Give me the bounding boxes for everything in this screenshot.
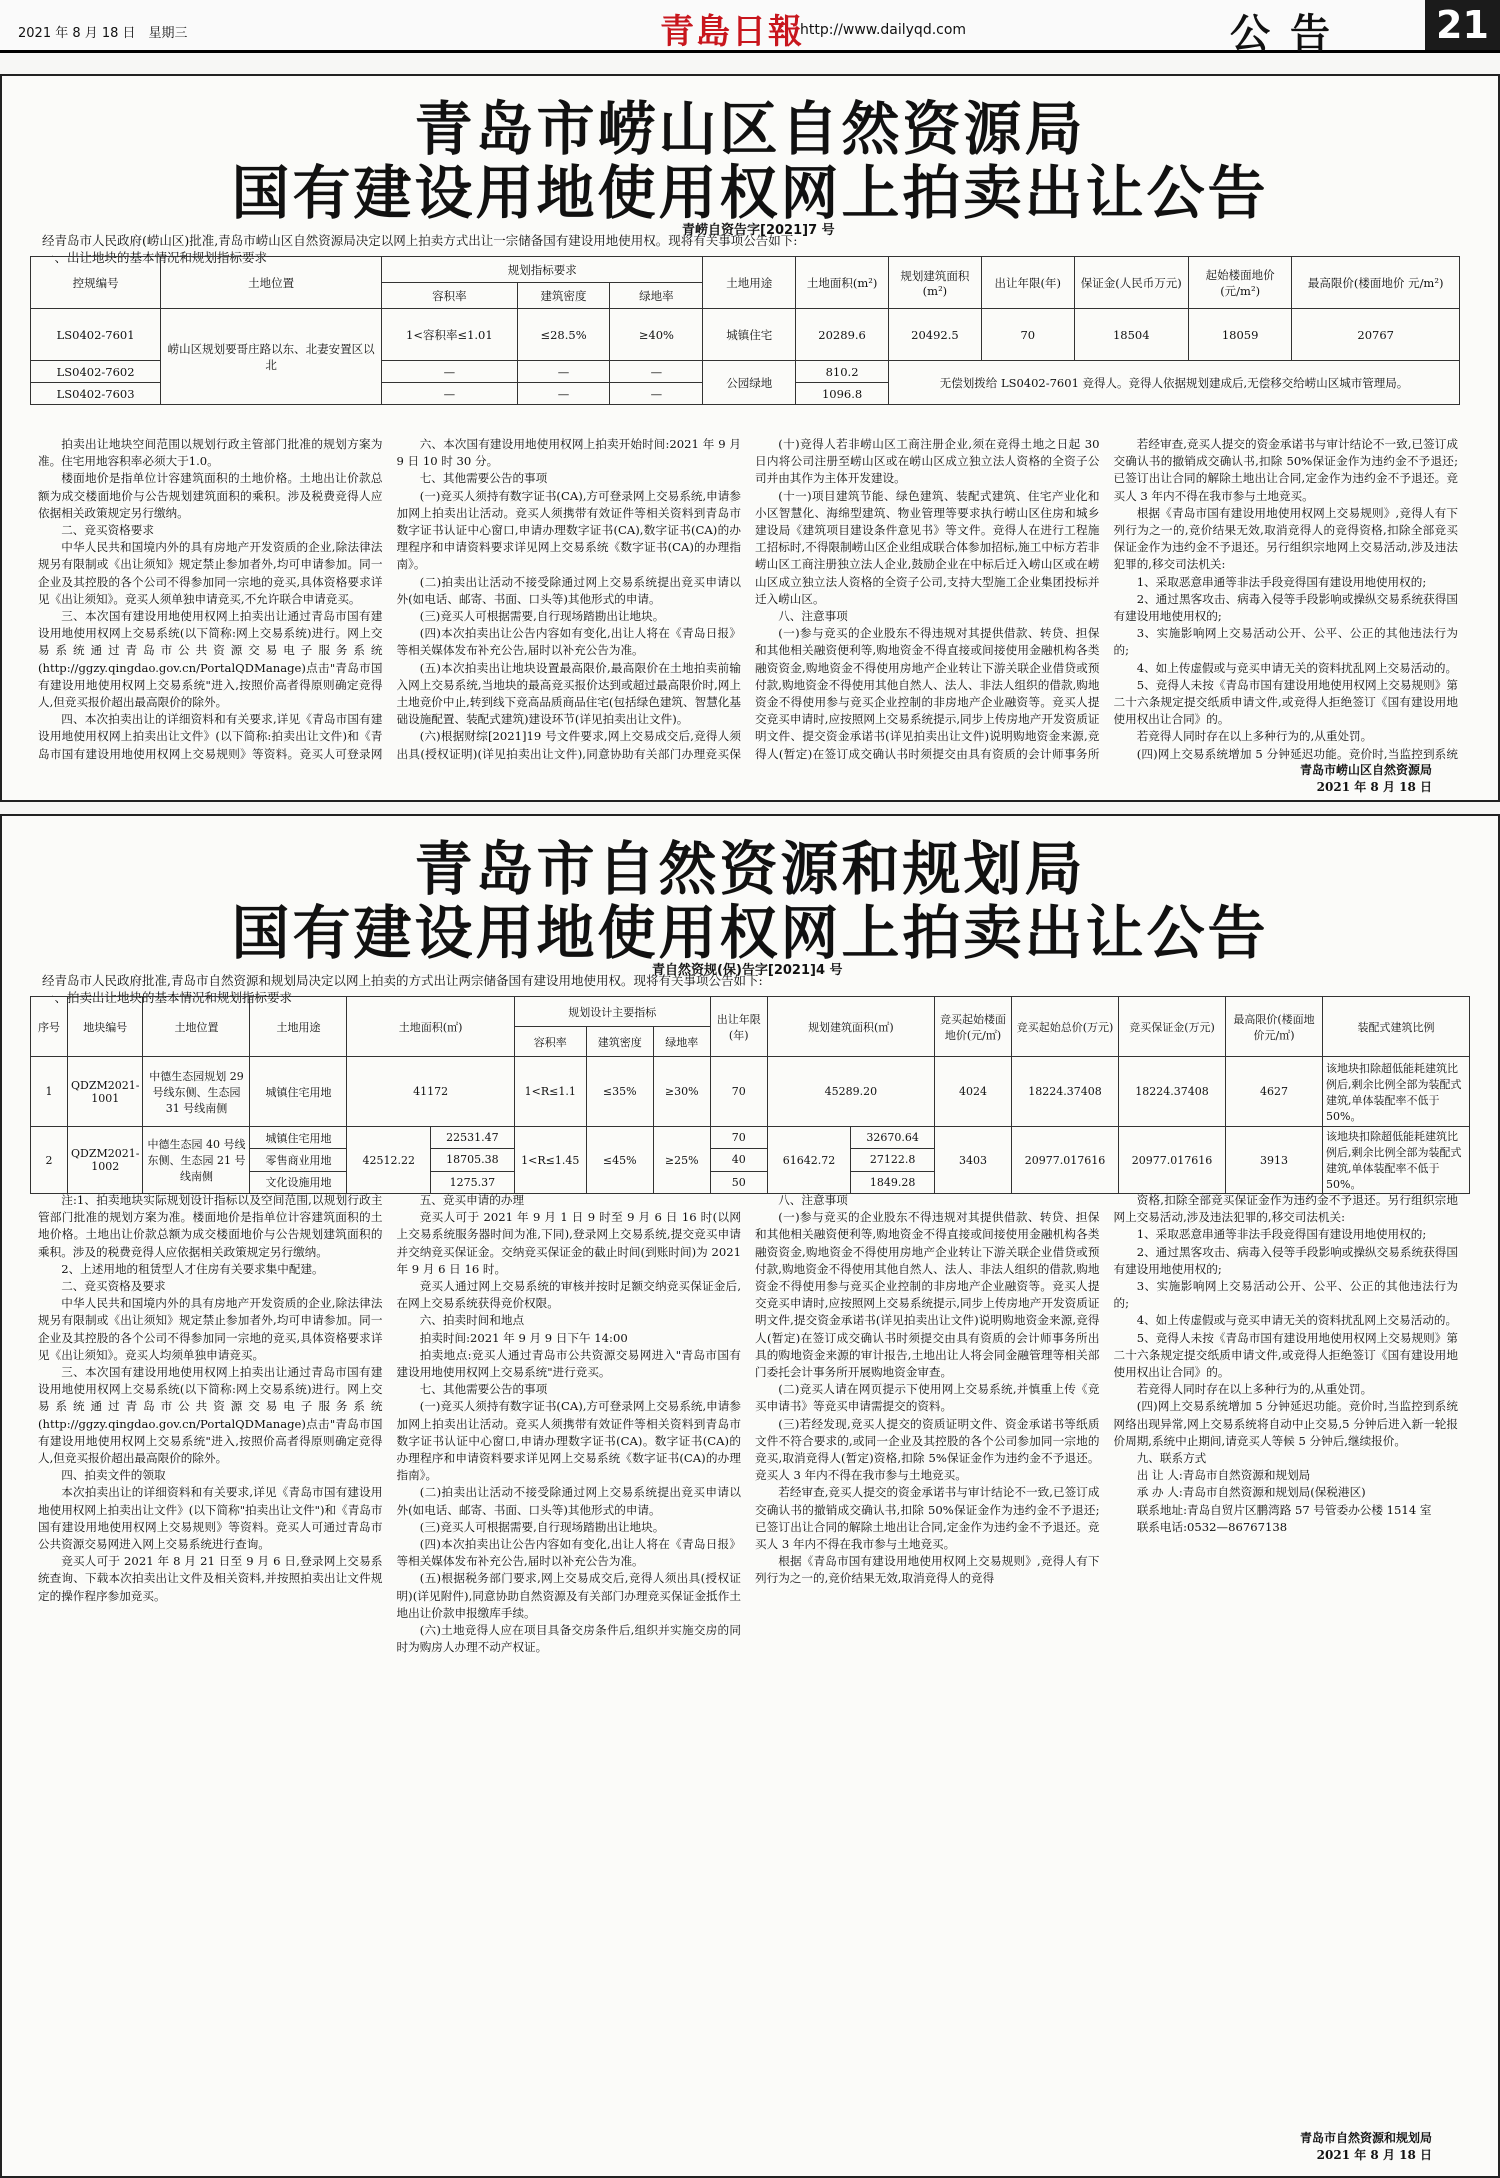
paragraph: 3、实施影响网上交易活动公开、公平、公正的其他违法行为的; — [1113, 1279, 1458, 1311]
paragraph: 中华人民共和国境内外的具有房地产开发资质的企业,除法律法规另有限制或《出让须知》规定禁止参加者外,均可申请参加。同一企业及其控股的各个公司不得参加同一宗地的竞买,具体资格要求详见《出让须知》。竞买人均须单独申请竞买。 — [38, 1296, 383, 1362]
page-number: 21 — [1425, 0, 1500, 50]
intro-line: 一、出让地块的基本情况和规划指标要求 — [42, 250, 268, 265]
text-column — [397, 1192, 742, 2122]
paragraph: 四、本次拍卖出让的详细资料和有关要求,详见《青岛市国有建设用地使用权网上拍卖出让文件》(以下简称:拍卖出让文件)和《青岛市国有建设用地使用权网上交易规则》等资料。竞买人可登录网 — [38, 712, 383, 761]
paragraph: 三、本次国有建设用地使用权网上拍卖出让通过青岛市国有建设用地使用权网上交易系统(以下简称:网上交易系统)进行。网上交易系统通过青岛市公共资源交易电子服务系统(http://ggzy.qingdao.gov.cn/PortalQDManage)点击"青岛市国有建设用地使用权网上交易系统"进入,按照价高者得原则确定竞得人,但竞买报价超出最高限价的除外。 — [38, 1365, 383, 1466]
paragraph: 七、其他需要公告的事项 — [419, 1382, 548, 1397]
cell-deposit: 20977.017616 — [1119, 1127, 1226, 1194]
text-column — [755, 1192, 1100, 2122]
paragraph: 本次拍卖出让的详细资料和有关要求,详见《青岛市国有建设用地使用权网上拍卖出让文件》(以下简称"拍卖出让文件")和《青岛市国有建设用地使用权网上交易规则》等资料。竞买人可通过青岛市公共资源交易网进入网上交易系统进行查询。 — [38, 1485, 383, 1552]
table-row — [31, 1057, 1470, 1127]
intro-line: 一、拍卖出让地块的基本情况和规划指标要求 — [42, 990, 293, 1005]
paragraph: (十)竞得人若非崂山区工商注册企业,须在竞得土地之日起 30 日内将公司注册至崂山区或在崂山区成立独立法人资格的全资子公司并由其作为主体开发建设。 — [755, 437, 1100, 486]
paragraph: 若经审查,竞买人提交的资金承诺书与审计结论不一致,已签订成交确认书的撤销成交确认书,扣除 50%保证金作为违约金不予退还;已签订出让合同的解除土地出让合同,定金作为违约金不予退还。竞买人 3 年内不得在我市参与土地竞买。 — [1113, 437, 1458, 503]
signature-date: 2021 年 8 月 18 日 — [1316, 780, 1432, 794]
paragraph: (一)参与竞买的企业股东不得违规对其提供借款、转贷、担保和其他相关融资便利等,购地资金不得直接或间接使用金融机构各类融资资金,购地资金不得使用房地产企业转让下游关联企业借贷或预付款,购地资金不得使用其他自然人、法人、非法人组织的借款,购地资金不得使用参与竞买企业控制的非房地产企业融资等。竞买人提交竞买申请时,应按照网上交易系统提示,同步上传房地产开发资质证明文件、提交资金承诺书(详见拍卖出让文件)说明购地资金来源,竞得人(暂定)在签订成交确认书时须提交由具有资质的会计师事务所 — [755, 626, 1100, 761]
paragraph: (五)根据税务部门要求,网上交易成交后,竞得人须出具(授权证明)(详见附件),同意协助自然资源及有关部门办理竞买保证金抵作土地出让价款申报缴库手续。 — [396, 1571, 741, 1620]
paragraph: 五、竞买申请的办理 — [419, 1193, 525, 1207]
paragraph: (二)竞买人请在网页提示下使用网上交易系统,并慎重上传《竞买申请书》等竞买申请需提交的资料。 — [755, 1382, 1100, 1414]
cell-sub-area: 22531.47 — [431, 1127, 515, 1149]
paragraph: 3、实施影响网上交易活动公开、公平、公正的其他违法行为的; — [1113, 626, 1458, 658]
paragraph: 六、本次国有建设用地使用权网上拍卖开始时间:2021 年 9 月 9 日 10 时 30 分。 — [396, 437, 741, 469]
cell-code: LS0402-7602 — [31, 361, 161, 383]
paragraph: 5、竞得人未按《青岛市国有建设用地使用权网上交易规则》第二十六条规定提交纸质申请文件,或竞得人拒绝签订《国有建设用地使用权出让合同》的。 — [1113, 1330, 1458, 1380]
paragraph: 拍卖出让地块空间范围以规划行政主管部门批准的规划方案为准。住宅用地容积率必须大于1.0。 — [38, 437, 383, 469]
th-years: 出让年限(年) — [710, 997, 767, 1057]
th-no: 序号 — [31, 997, 68, 1057]
paragraph: (十一)项目建筑节能、绿色建筑、装配式建筑、住宅产业化和小区智慧化、海绵型建筑、物业管理等要求执行崂山区住房和城乡建设局《建筑项目建设条件意见书》等文件。竞得人在进行工程施工招标时,不得限制崂山区企业组成联合体参加招标,施工中标方若非崂山区工商注册独立法人企业,鼓励企业在中标后迁入崂山区或在崂山区成立独立法人资格的全资子公司,支持大型施工企业集团投标并迁入崂山区。 — [755, 488, 1100, 606]
text-column — [1114, 436, 1459, 762]
cell-area: 41172 — [347, 1057, 514, 1127]
th-start-price: 竞买起始楼面地价(元/㎡) — [935, 997, 1012, 1057]
paragraph: 四、拍卖文件的领取 — [61, 1468, 166, 1483]
th-area: 土地面积(m²) — [796, 257, 889, 309]
section-name: 公告 — [1230, 10, 1350, 57]
notice-body — [38, 436, 1458, 762]
document-number: 青崂自资告字[2021]7 号 — [682, 223, 835, 238]
th-green: 绿地率 — [653, 1027, 710, 1057]
paragraph: 5、竞得人未按《青岛市国有建设用地使用权网上交易规则》第二十六条规定提交纸质申请文件,或竞得人拒绝签订《国有建设用地使用权出让合同》的。 — [1113, 677, 1458, 727]
land-parcel-table — [30, 256, 1460, 405]
th-plan: 规划设计主要指标 — [514, 997, 710, 1027]
cell-use: 零售商业用地 — [250, 1149, 347, 1171]
paragraph: 2、通过黑客攻击、病毒入侵等手段影响或操纵交易系统获得国有建设用地使用权的; — [1113, 591, 1458, 624]
paragraph: 竞买人可于 2021 年 9 月 1 日 9 时至 9 月 6 日 16 时(以网上交易系统服务器时间为准,下同),登录网上交易系统,提交竞买申请并交纳竞买保证金。交纳竞买保证金的截止时间(到账时间)为 2021 年 9 月 6 日 16 时。 — [396, 1210, 741, 1276]
th-far: 容积率 — [514, 1027, 586, 1057]
intro-line: 经青岛市人民政府批准,青岛市自然资源和规划局决定以网上拍卖的方式出让两宗储备国有建设用地使用权。现将有关事项公告如下: — [42, 973, 763, 988]
paragraph: (二)拍卖出让活动不接受除通过网上交易系统提出竞买申请以外(如电话、邮寄、书面、口头等)其他形式的申请。 — [396, 574, 741, 606]
cell-start-price: 3403 — [935, 1127, 1012, 1194]
cell-far: 1<容积率≤1.01 — [382, 309, 518, 361]
th-area: 土地面积(㎡) — [347, 997, 514, 1057]
th-location: 土地位置 — [143, 997, 250, 1057]
paragraph: 拍卖时间:2021 年 9 月 9 日下午 14:00 — [419, 1330, 628, 1345]
th-deposit: 竞买保证金(万元) — [1119, 997, 1226, 1057]
cell-start-total: 18224.37408 — [1012, 1057, 1119, 1127]
cell-deposit: 18224.37408 — [1119, 1057, 1226, 1127]
cell-build-area: 61642.72 — [767, 1127, 851, 1194]
cell-years: 70 — [710, 1127, 767, 1149]
paragraph: 竞买人通过网上交易系统的审核并按时足额交纳竞买保证金后,在网上交易系统获得竞价权限。 — [396, 1279, 741, 1311]
cell-density: ≤45% — [586, 1127, 653, 1194]
th-start-total: 竞买起始总价(万元) — [1012, 997, 1119, 1057]
th-prefab-ratio: 装配式建筑比例 — [1323, 997, 1470, 1057]
notice-signature — [1092, 762, 1432, 796]
cell-location: 中德生态园规划 29 号线东侧、生态园 31 号线南侧 — [143, 1057, 250, 1127]
paragraph: 拍卖地点:竞买人通过青岛市公共资源交易网进入"青岛市国有建设用地使用权网上交易系统"进行竞买。 — [396, 1347, 741, 1380]
cell-start-price: 18059 — [1188, 309, 1292, 361]
paragraph: 4、如上传虚假或与竞买申请无关的资料扰乱网上交易活动的。 — [1136, 1313, 1458, 1328]
paragraph: 根据《青岛市国有建设用地使用权网上交易规则》,竞得人有下列行为之一的,竞价结果无效,取消竞得人的竞得 — [755, 1554, 1100, 1586]
cell-green: ≥25% — [653, 1127, 710, 1194]
cell-years: 50 — [710, 1171, 767, 1193]
notice-qingdao — [0, 814, 1500, 2178]
newspaper-logo: 青島日報 — [660, 12, 804, 52]
signature-date: 2021 年 8 月 18 日 — [1316, 2148, 1432, 2162]
cell-code: QDZM2021-1002 — [68, 1127, 143, 1194]
cell-max-price: 20767 — [1292, 309, 1460, 361]
th-build-area: 规划建筑面积(㎡) — [767, 997, 934, 1057]
cell-sub-build-area: 32670.64 — [851, 1127, 935, 1149]
text-column — [38, 1192, 383, 2122]
paragraph: 九、联系方式 — [1136, 1451, 1207, 1466]
th-density: 建筑密度 — [517, 283, 610, 309]
cell-max-price: 4627 — [1226, 1057, 1323, 1127]
paragraph: (一)竞买人须持有数字证书(CA),方可登录网上交易系统,申请参加网上拍卖出让活动。竞买人须携带有效证件等相关资料到青岛市数字证书认证中心窗口,申请办理数字证书(CA),数字证书(CA)的办理程序和申请资料要求详见网上交易系统《数字证书(CA)的办理指南》。 — [396, 488, 741, 572]
cell-no: 1 — [31, 1057, 68, 1127]
cell-sub-build-area: 1849.28 — [851, 1171, 935, 1193]
paragraph: (四)网上交易系统增加 5 分钟延迟功能。竞价时,当监控到系统 — [1136, 746, 1458, 761]
cell-green: — — [610, 383, 703, 405]
cell-far: — — [382, 383, 518, 405]
paragraph: 若竞得人同时存在以上多种行为的,从重处罚。 — [1136, 729, 1373, 744]
cell-green: ≥30% — [653, 1057, 710, 1127]
cell-deposit: 18504 — [1074, 309, 1188, 361]
paragraph: 竞买人可于 2021 年 8 月 21 日至 9 月 6 日,登录网上交易系统查询、下载本次拍卖出让文件及相关资料,并按照拍卖出让文件规定的操作程序参加竞买。 — [38, 1554, 383, 1603]
paragraph: 七、其他需要公告的事项 — [419, 471, 548, 486]
notice-title-line2: 国有建设用地使用权网上拍卖出让公告 — [231, 159, 1269, 227]
notice-signature — [1092, 2130, 1432, 2164]
paragraph: (五)本次拍卖出让地块设置最高限价,最高限价在土地拍卖前输入网上交易系统,当地块的最高竞买报价达到或超过最高限价时,网上土地竞价中止,转到线下竞高品质商品住宅(包括绿色建筑、智慧化基础设施配置、装配式建筑)建设环节(详见拍卖出让文件)。 — [396, 660, 741, 727]
paragraph: 六、拍卖时间和地点 — [419, 1313, 525, 1328]
cell-prefab-ratio: 该地块扣除超低能耗建筑比例后,剩余比例全部为装配式建筑,单体装配率不低于 50%。 — [1323, 1127, 1470, 1194]
th-plan: 规划指标要求 — [382, 257, 703, 283]
th-max-price: 最高限价(楼面地价 元/m²) — [1292, 257, 1460, 309]
paragraph: (一)参与竞买的企业股东不得违规对其提供借款、转贷、担保和其他相关融资便利等,购地资金不得直接或间接使用金融机构各类融资资金,购地资金不得使用房地产企业转让下游关联企业借贷或预付款,购地资金不得使用其他自然人、法人、非法人组织的借款,购地资金不得使用参与竞买企业控制的非房地产企业融资等。竞买人提交竞买申请时,应按照网上交易系统提示,同步上传房地产开发资质证明文件,提交资金承诺书(详见拍卖出让文件)说明购地资金来源,竞得人(暂定)在签订成交确认书时须提交由具有资质的会计师事务所出具的购地资金来源的审计报告,土地出让人将会同金融管理等相关部门委托会计事务所开展购地资金审查。 — [755, 1210, 1100, 1380]
paragraph: 根据《青岛市国有建设用地使用权网上交易规则》,竞得人有下列行为之一的,竞价结果无效,取消竞得人的竞得资格,扣除全部竞买保证金作为违约金不予退还。另行组织宗地网上交易活动,涉及违法犯罪的,移交司法机关: — [1113, 505, 1458, 572]
cell-density: — — [517, 361, 610, 383]
paragraph: 二、竞买资格及要求 — [61, 1279, 166, 1294]
th-years: 出让年限(年) — [981, 257, 1074, 309]
notice-laoshan — [0, 74, 1500, 802]
intro-line: 经青岛市人民政府(崂山区)批准,青岛市崂山区自然资源局决定以网上拍卖方式出让一宗储备国有建设用地使用权。现将有关事项公告如下: — [42, 233, 798, 248]
paragraph: 出 让 人:青岛市自然资源和规划局 — [1136, 1468, 1311, 1483]
table-row — [31, 1127, 1470, 1149]
th-deposit: 保证金(人民币万元) — [1074, 257, 1188, 309]
text-column — [38, 436, 383, 762]
cell-location: 崂山区规划要哥庄路以东、北妻安置区以北 — [161, 309, 382, 405]
cell-green: — — [610, 361, 703, 383]
cell-green: ≥40% — [610, 309, 703, 361]
table-row — [31, 309, 1460, 361]
signature-org: 青岛市自然资源和规划局 — [1299, 2131, 1432, 2145]
cell-use: 公园绿地 — [703, 361, 796, 405]
paragraph: 中华人民共和国境内外的具有房地产开发资质的企业,除法律法规另有限制或《出让须知》规定禁止参加者外,均可申请参加。同一企业及其控股的各个公司不得参加同一宗地的竞买,具体资格要求详见《出让须知》。竞买人须单独申请竞买,不允许联合申请竞买。 — [38, 540, 383, 606]
paragraph: (六)土地竞得人应在项目具备交房条件后,组织并实施交房的同时为购房人办理不动产权证。 — [396, 1623, 741, 1655]
cell-far: — — [382, 361, 518, 383]
th-start-price: 起始楼面地价(元/m²) — [1188, 257, 1292, 309]
text-column — [1114, 1192, 1459, 2122]
cell-area: 42512.22 — [347, 1127, 431, 1194]
th-use: 土地用途 — [703, 257, 796, 309]
notice-title-line1: 青岛市崂山区自然资源局 — [414, 95, 1086, 163]
paragraph: (一)竞买人须持有数字证书(CA),方可登录网上交易系统,申请参加网上拍卖出让活动。竞买人须携带有效证件等相关资料到青岛市数字证书认证中心窗口,申请办理数字证书(CA)。数字证书(CA)的办理程序和申请资料要求详见网上交易系统《数字证书(CA)的办理指南》。 — [396, 1399, 741, 1483]
cell-max-price: 3913 — [1226, 1127, 1323, 1194]
paragraph: (三)竞买人可根据需要,自行现场踏勘出让地块。 — [419, 609, 665, 624]
th-green: 绿地率 — [610, 283, 703, 309]
paragraph: (三)竞买人可根据需要,自行现场踏勘出让地块。 — [419, 1519, 665, 1534]
land-parcel-table — [30, 996, 1470, 1194]
th-code: 地块编号 — [68, 997, 143, 1057]
paragraph: 联系电话:0532—86767138 — [1136, 1519, 1288, 1534]
th-density: 建筑密度 — [586, 1027, 653, 1057]
paragraph: 八、注意事项 — [778, 1193, 848, 1207]
th-code: 控规编号 — [31, 257, 161, 309]
cell-use: 文化设施用地 — [250, 1171, 347, 1193]
cell-sub-build-area: 27122.8 — [851, 1149, 935, 1171]
text-column — [755, 436, 1100, 762]
paragraph: 1、采取恶意串通等非法手段竞得国有建设用地使用权的; — [1136, 574, 1427, 589]
cell-note: 无偿划拨给 LS0402-7601 竞得人。竞得人依据规划建成后,无偿移交给崂山区城市管理局。 — [889, 361, 1460, 405]
page-header — [0, 0, 1500, 57]
cell-start-price: 4024 — [935, 1057, 1012, 1127]
document-number: 青自然资规(保)告字[2021]4 号 — [652, 963, 843, 978]
cell-use: 城镇住宅 — [703, 309, 796, 361]
cell-years: 70 — [981, 309, 1074, 361]
cell-far: 1<R≤1.1 — [514, 1057, 586, 1127]
cell-prefab-ratio: 该地块扣除超低能耗建筑比例后,剩余比例全部为装配式建筑,单体装配率不低于 50%。 — [1323, 1057, 1470, 1127]
paragraph: (四)网上交易系统增加 5 分钟延迟功能。竞价时,当监控到系统网络出现异常,网上交易系统将自动中止交易,5 分钟后进入新一轮报价周期,系统中止期间,请竞买人等候 5 分钟后,继续报价。 — [1113, 1399, 1458, 1448]
paragraph: 1、采取恶意串通等非法手段竞得国有建设用地使用权的; — [1136, 1227, 1427, 1242]
cell-far: 1<R≤1.45 — [514, 1127, 586, 1194]
signature-org: 青岛市崂山区自然资源局 — [1299, 763, 1432, 777]
text-column — [397, 436, 742, 762]
cell-sub-area: 1275.37 — [431, 1171, 515, 1193]
cell-sub-area: 18705.38 — [431, 1149, 515, 1171]
cell-code: QDZM2021-1001 — [68, 1057, 143, 1127]
notice-body — [38, 1192, 1458, 2122]
cell-density: — — [517, 383, 610, 405]
paragraph: 4、如上传虚假或与竞买申请无关的资料扰乱网上交易活动的。 — [1136, 660, 1458, 675]
site-url[interactable]: http://www.dailyqd.com — [800, 22, 967, 38]
issue-date: 2021 年 8 月 18 日 星期三 — [18, 26, 188, 41]
paragraph: 资格,扣除全部竞买保证金作为违约金不予退还。另行组织宗地网上交易活动,涉及违法犯罪的,移交司法机关: — [1113, 1193, 1458, 1225]
th-use: 土地用途 — [250, 997, 347, 1057]
paragraph: (二)拍卖出让活动不接受除通过网上交易系统提出竞买申请以外(如电话、邮寄、书面、口头等)其他形式的申请。 — [396, 1485, 741, 1517]
cell-use: 城镇住宅用地 — [250, 1057, 347, 1127]
cell-code: LS0402-7601 — [31, 309, 161, 361]
cell-years: 40 — [710, 1149, 767, 1171]
paragraph: (四)本次拍卖出让公告内容如有变化,出让人将在《青岛日报》等相关媒体发布补充公告,届时以补充公告为准。 — [396, 1537, 741, 1569]
cell-years: 70 — [710, 1057, 767, 1127]
cell-build-area: 20492.5 — [889, 309, 982, 361]
cell-density: ≤35% — [586, 1057, 653, 1127]
cell-use: 城镇住宅用地 — [250, 1127, 347, 1149]
paragraph: 2、上述用地的租赁型人才住房有关要求集中配建。 — [61, 1261, 324, 1276]
paragraph: 三、本次国有建设用地使用权网上拍卖出让通过青岛市国有建设用地使用权网上交易系统(以下简称:网上交易系统)进行。网上交易系统通过青岛市公共资源交易电子服务系统(http://ggzy.qingdao.gov.cn/PortalQDManage)点击"青岛市国有建设用地使用权网上交易系统"进入,按照价高者得原则确定竞得人,但竞买报价超出最高限价的除外。 — [38, 609, 383, 710]
paragraph: 承 办 人:青岛市自然资源和规划局(保税港区) — [1136, 1485, 1366, 1500]
paragraph: (六)根据财综[2021]19 号文件要求,网上交易成交后,竞得人须出具(授权证明)(详见拍卖出让文件),同意协助有关部门办理竞买保 — [396, 729, 741, 761]
cell-location: 中德生态园 40 号线东侧、生态园 21 号线南侧 — [143, 1127, 250, 1194]
notice-title-line2: 国有建设用地使用权网上拍卖出让公告 — [231, 899, 1269, 967]
paragraph: 联系地址:青岛自贸片区鹏湾路 57 号管委办公楼 1514 室 — [1136, 1502, 1432, 1517]
cell-start-total: 20977.017616 — [1012, 1127, 1119, 1194]
paragraph: 注:1、拍卖地块实际规划设计指标以及空间范围,以规划行政主管部门批准的规划方案为准。楼面地价是指单位计容建筑面积的土地价格。土地出让价款总额为成交楼面地价与公告规划建筑面积的乘积。涉及的税费竞得人应依据相关政策规定另行缴纳。 — [38, 1193, 383, 1259]
cell-area: 810.2 — [796, 361, 889, 383]
cell-build-area: 45289.20 — [767, 1057, 934, 1127]
th-location: 土地位置 — [161, 257, 382, 309]
th-far: 容积率 — [382, 283, 518, 309]
cell-area: 20289.6 — [796, 309, 889, 361]
cell-area: 1096.8 — [796, 383, 889, 405]
cell-density: ≤28.5% — [517, 309, 610, 361]
paragraph: 若经审查,竞买人提交的资金承诺书与审计结论不一致,已签订成交确认书的撤销成交确认书,扣除 50%保证金作为违约金不予退还;已签订出让合同的解除土地出让合同,定金作为违约金不予退还。竞买人 3 年内不得在我市参与土地竞买。 — [755, 1485, 1100, 1552]
paragraph: (四)本次拍卖出让公告内容如有变化,出让人将在《青岛日报》等相关媒体发布补充公告,届时以补充公告为准。 — [396, 626, 741, 658]
paragraph: (三)若经发现,竞买人提交的资质证明文件、资金承诺书等纸质文件不符合要求的,或同一企业及其控股的各个公司参加同一宗地的竞买,取消竞得人(暂定)资格,扣除 5%保证金作为违约金不予退还。竞买人 3 年内不得在我市参与土地竞买。 — [755, 1416, 1100, 1483]
paragraph: 二、竞买资格要求 — [61, 523, 154, 538]
paragraph: 2、通过黑客攻击、病毒入侵等手段影响或操纵交易系统获得国有建设用地使用权的; — [1113, 1244, 1458, 1276]
paragraph: 楼面地价是指单位计容建筑面积的土地价格。土地出让价款总额为成交楼面地价与公告规划建筑面积的乘积。涉及税费竞得人应依据相关政策规定另行缴纳。 — [38, 471, 383, 520]
paragraph: 若竞得人同时存在以上多种行为的,从重处罚。 — [1136, 1382, 1373, 1397]
th-build-area: 规划建筑面积(m²) — [889, 257, 982, 309]
th-max-price: 最高限价(楼面地价元/㎡) — [1226, 997, 1323, 1057]
cell-code: LS0402-7603 — [31, 383, 161, 405]
cell-no: 2 — [31, 1127, 68, 1194]
notice-title-line1: 青岛市自然资源和规划局 — [414, 835, 1086, 903]
paragraph: 八、注意事项 — [778, 609, 848, 624]
